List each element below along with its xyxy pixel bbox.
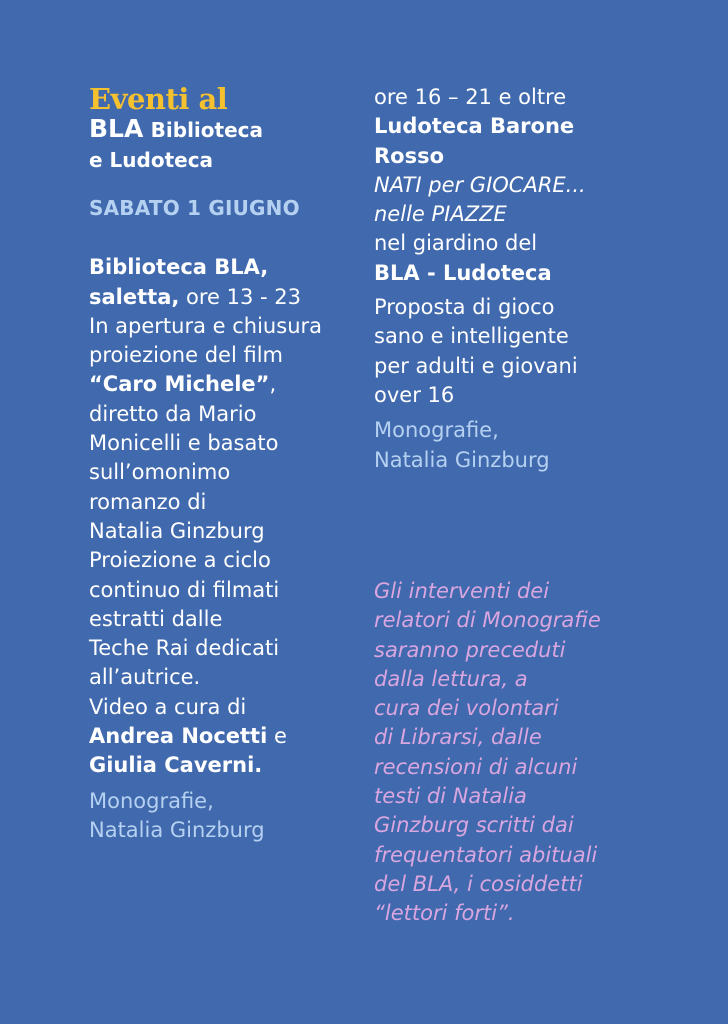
event-time: ore 16 – 21 e oltre bbox=[374, 85, 567, 109]
page-title: Eventi al bbox=[89, 82, 228, 116]
event-desc: diretto da Mario bbox=[89, 401, 257, 426]
event-description: Proposta di gioco sano e intelligente per adulti e giovani over 16 bbox=[374, 295, 578, 407]
event-desc: sull’omonimo bbox=[89, 460, 231, 485]
venue-name: BLA bbox=[89, 114, 144, 143]
event-desc: Teche Rai dedicati bbox=[89, 636, 280, 661]
event-credit-names: Giulia Caverni. bbox=[89, 753, 263, 778]
event-block-library bbox=[89, 253, 364, 845]
series-label: Monografie, Natalia Ginzburg bbox=[374, 418, 550, 472]
series-label: Monografie, Natalia Ginzburg bbox=[89, 788, 265, 842]
event-desc: Proiezione a ciclo bbox=[89, 548, 271, 573]
event-title: nelle PIAZZE bbox=[374, 202, 507, 227]
film-title: “Caro Michele”, bbox=[89, 372, 277, 397]
event-place: Biblioteca BLA, bbox=[89, 255, 269, 280]
event-desc: In apertura e chiusura bbox=[89, 313, 322, 338]
event-block-ludoteca bbox=[374, 83, 674, 475]
readings-note: Gli interventi dei relatori di Monografie saranno preceduti dalla lettura, a cura dei volontari di Librarsi, dalle recensioni di alcuni testi di Natalia Ginzburg scritti dai frequentatori abituali del BLA, i cosiddetti “lettori forti”. bbox=[374, 579, 601, 926]
event-desc: Natalia Ginzburg bbox=[89, 518, 265, 543]
event-room-time: saletta, ore 13 - 23 bbox=[89, 284, 302, 309]
event-credit-names: Andrea Nocetti e bbox=[89, 724, 287, 749]
event-desc: estratti dalle bbox=[89, 606, 223, 631]
right-column bbox=[374, 83, 674, 475]
event-location: nel giardino del bbox=[374, 231, 538, 256]
event-place: Ludoteca Barone bbox=[374, 114, 575, 139]
event-location: BLA - Ludoteca bbox=[374, 260, 552, 285]
event-desc: romanzo di bbox=[89, 489, 207, 514]
event-desc: all’autrice. bbox=[89, 665, 201, 690]
event-place: Rosso bbox=[374, 143, 445, 168]
event-desc: Monicelli e basato bbox=[89, 431, 279, 456]
venue-heading-line2: e Ludoteca bbox=[89, 148, 214, 172]
left-column bbox=[89, 82, 364, 845]
event-date: SABATO 1 GIUGNO bbox=[89, 196, 300, 220]
event-title: NATI per GIOCARE... bbox=[374, 172, 586, 197]
venue-subtitle: Biblioteca bbox=[150, 118, 263, 142]
event-desc: proiezione del film bbox=[89, 343, 283, 368]
venue-heading-line1 bbox=[89, 114, 364, 145]
event-desc: continuo di filmati bbox=[89, 577, 280, 602]
event-credit: Video a cura di bbox=[89, 694, 247, 719]
